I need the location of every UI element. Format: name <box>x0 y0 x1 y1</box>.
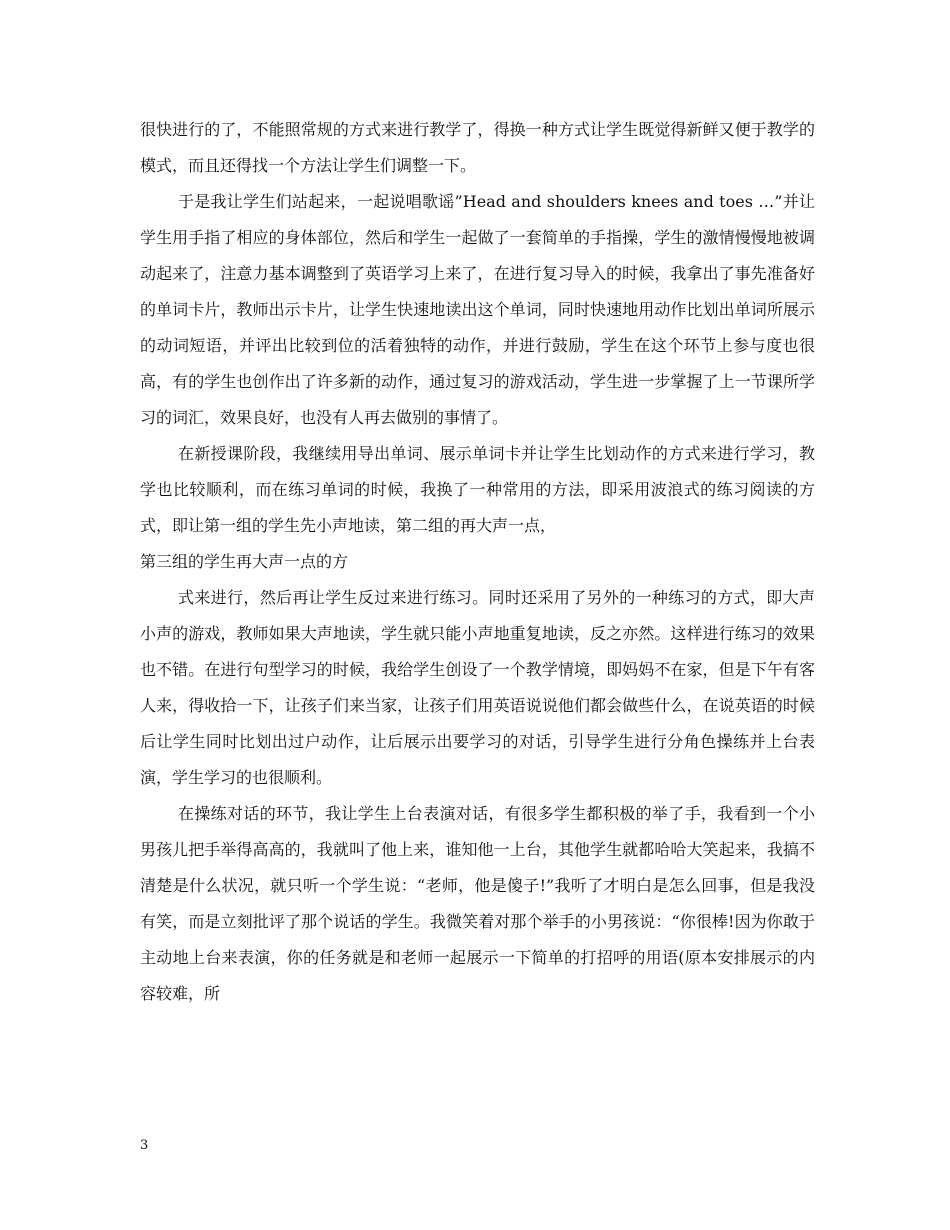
document-body <box>140 112 815 1012</box>
paragraph: 式来进行，然后再让学生反过来进行练习。同时还采用了另外的一种练习的方式，即大声小声的游戏，教师如果大声地读，学生就只能小声地重复地读，反之亦然。这样进行练习的效果也不错。在进行句型学习的时候，我给学生创设了一个教学情境，即妈妈不在家，但是下午有客人来，得收拾一下，让孩子们来当家，让孩子们用英语说说他们都会做些什么，在说英语的时候后让学生同时比划出过户动作，让后展示出要学习的对话，引导学生进行分角色操练并上台表演，学生学习的也很顺利。 <box>140 588 815 787</box>
paragraph: 于是我让学生们站起来，一起说唱歌谣”Head and shoulders knees and toes …”并让学生用手指了相应的身体部位，然后和学生一起做了一套简单的手指操，学生的激情慢慢地被调动起来了，注意力基本调整到了英语学习上来了，在进行复习导入的时候，我拿出了事先准备好的单词卡片，教师出示卡片，让学生快速地读出这个单词，同时快速地用动作比划出单词所展示的动词短语，并评出比较到位的活着独特的动作，并进行鼓励，学生在这个环节上参与度也很高，有的学生也创作出了许多新的动作，通过复习的游戏活动，学生进一步掌握了上一节课所学习的词汇，效果良好，也没有人再去做别的事情了。 <box>140 192 815 427</box>
paragraph: 在操练对话的环节，我让学生上台表演对话，有很多学生都积极的举了手，我看到一个小男孩儿把手举得高高的，我就叫了他上来，谁知他一上台，其他学生就都哈哈大笑起来，我搞不清楚是什么状况，就只听一个学生说：“老师，他是傻子!”我听了才明白是怎么回事，但是我没有笑，而是立刻批评了那个说话的学生。我微笑着对那个举手的小男孩说：“你很棒!因为你敢于主动地上台来表演，你的任务就是和老师一起展示一下简单的打招呼的用语(原本安排展示的内容较难，所 <box>140 804 815 1003</box>
paragraph: 在新授课阶段，我继续用导出单词、展示单词卡并让学生比划动作的方式来进行学习，教学也比较顺利，而在练习单词的时候，我换了一种常用的方法，即采用波浪式的练习阅读的方式，即让第一组的学生先小声地读，第二组的再大声一点， <box>140 444 815 535</box>
page-number: 3 <box>140 1138 149 1153</box>
paragraph-fragment: 第三组的学生再大声一点的方 <box>140 552 349 571</box>
paragraph-continuation: 很快进行的了，不能照常规的方式来进行教学了，得换一种方式让学生既觉得新鲜又便于教学的模式，而且还得找一个方法让学生们调整一下。 <box>140 120 815 175</box>
